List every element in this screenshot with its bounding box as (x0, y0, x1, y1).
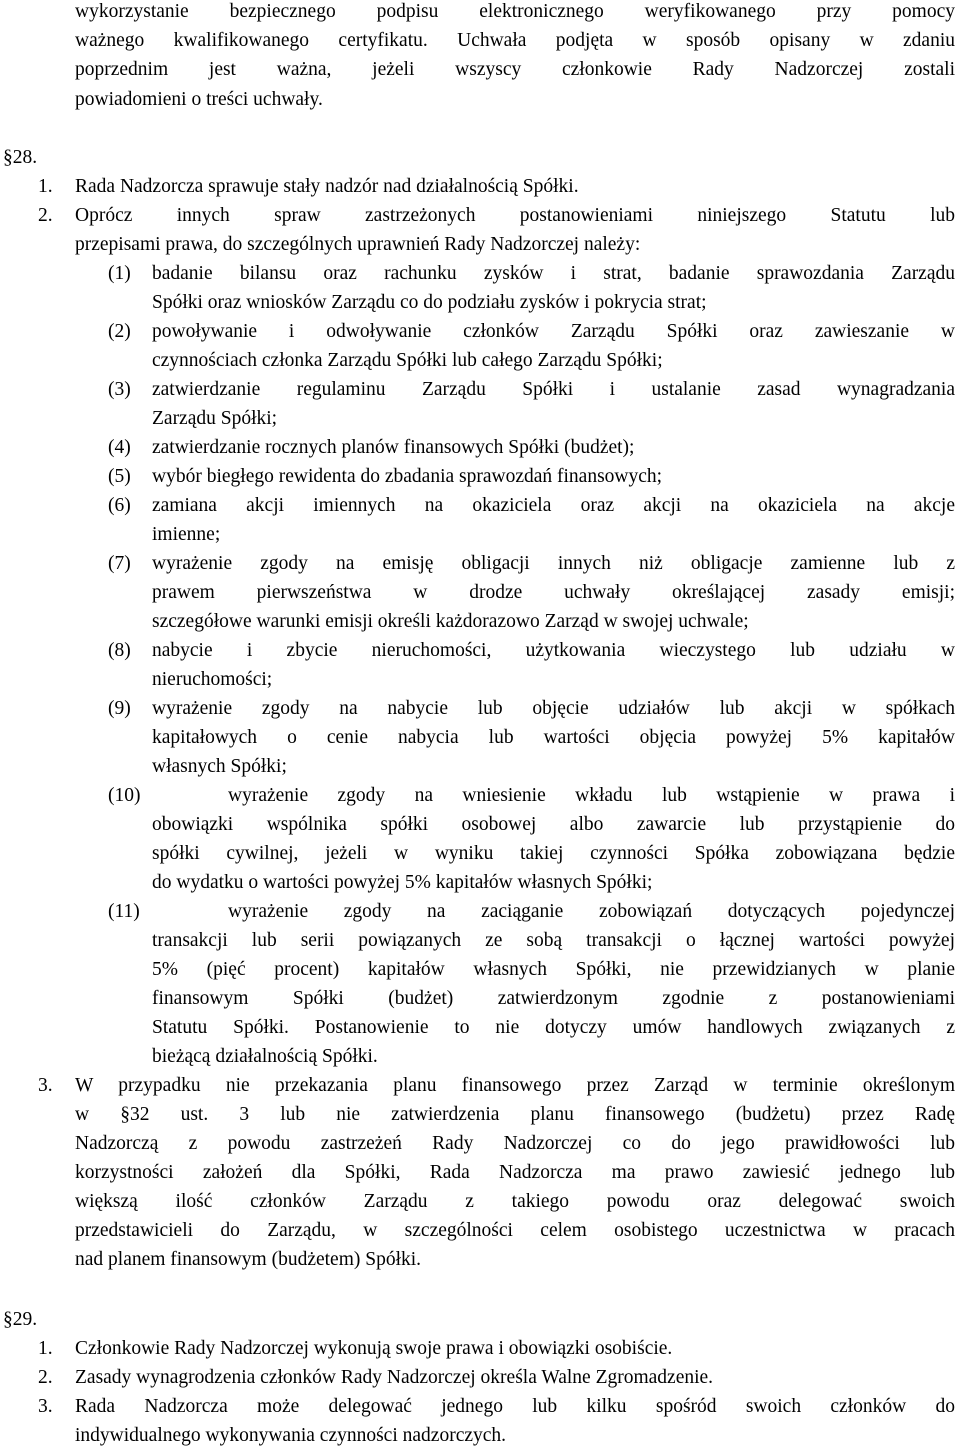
text-line: Statutu Spółki. Postanowienie to nie dotyczy umów handlowych związanych z (152, 1017, 955, 1038)
text-line: badanie bilansu oraz rachunku zysków i strat, badanie sprawozdania Zarządu (152, 263, 955, 284)
item-number: (9) (108, 698, 131, 719)
text-line: zatwierdzanie regulaminu Zarządu Spółki i ustalanie zasad wynagradzania (152, 379, 955, 400)
text-line: powiadomieni o treści uchwały. (75, 89, 323, 110)
text-line: wybór biegłego rewidenta do zbadania sprawozdań finansowych; (152, 466, 663, 487)
item-number: (3) (108, 379, 131, 400)
text-line: wyrażenie zgody na nabycie lub objęcie udziałów lub akcji w spółkach (152, 698, 955, 719)
text-line: Zasady wynagrodzenia członków Rady Nadzorczej określa Walne Zgromadzenie. (75, 1367, 714, 1388)
item-number: (11) (108, 901, 140, 922)
text-line: Zarządu Spółki; (152, 408, 278, 429)
text-line: wykorzystanie bezpiecznego podpisu elektronicznego weryfikowanego przy pomocy (75, 1, 955, 22)
text-line: wyrażenie zgody na wniesienie wkładu lub wstąpienie w prawa i (228, 785, 955, 806)
text-line: 5% (pięć procent) kapitałów własnych Spółki, nie przewidzianych w planie (152, 959, 955, 980)
text-line: Spółki oraz wniosków Zarządu co do podziału zysków i pokrycia strat; (152, 292, 707, 313)
paragraph-number: 2. (38, 1367, 53, 1388)
item-number: (6) (108, 495, 131, 516)
text-line: kapitałowych o cenie nabycia lub wartości objęcia powyżej 5% kapitałów (152, 727, 955, 748)
item-number: (7) (108, 553, 131, 574)
text-line: wyrażenie zgody na zaciąganie zobowiązań dotyczących pojedynczej (228, 901, 955, 922)
text-line: nad planem finansowym (budżetem) Spółki. (75, 1249, 422, 1270)
item-number: (5) (108, 466, 131, 487)
item-number: (4) (108, 437, 131, 458)
text-line: przepisami prawa, do szczególnych uprawnień Rady Nadzorczej należy: (75, 234, 641, 255)
text-line: korzystności założeń dla Spółki, Rada Nadzorcza ma prawo zawiesić jednego lub (75, 1162, 955, 1183)
text-line: transakcji lub serii powiązanych ze sobą transakcji o łącznej wartości powyżej (152, 930, 955, 951)
text-line: przedstawicieli do Zarządu, w szczególności celem osobistego uczestnictwa w pracach (75, 1220, 955, 1241)
item-number: (10) (108, 785, 141, 806)
item-number: (8) (108, 640, 131, 661)
paragraph-number: 1. (38, 176, 53, 197)
text-line: poprzednim jest ważna, jeżeli wszyscy członkowie Rady Nadzorczej zostali (75, 59, 955, 80)
text-line: czynnościach członka Zarządu Spółki lub całego Zarządu Spółki; (152, 350, 663, 371)
text-line: obowiązki wspólnika spółki osobowej albo zawarcie lub przystąpienie do (152, 814, 955, 835)
text-line: większą ilość członków Zarządu z takiego powodu oraz delegować swoich (75, 1191, 955, 1212)
text-line: prawem pierwszeństwa w drodze uchwały określającej zasady emisji; (152, 582, 955, 603)
item-number: (2) (108, 321, 131, 342)
paragraph-number: 1. (38, 1338, 53, 1359)
text-line: finansowym Spółki (budżet) zatwierdzonym zgodnie z postanowieniami (152, 988, 955, 1009)
text-line: własnych Spółki; (152, 756, 287, 777)
paragraph-number: 3. (38, 1396, 53, 1417)
paragraph-number: 3. (38, 1075, 53, 1096)
section-heading: §28. (3, 147, 38, 168)
text-line: Członkowie Rady Nadzorczej wykonują swoje prawa i obowiązki osobiście. (75, 1338, 673, 1359)
section-heading: §29. (3, 1309, 38, 1330)
text-line: imienne; (152, 524, 221, 545)
text-line: indywidualnego wykonywania czynności nadzorczych. (75, 1425, 507, 1446)
text-line: bieżącą działalnością Spółki. (152, 1046, 378, 1067)
text-line: ważnego kwalifikowanego certyfikatu. Uchwała podjęta w sposób opisany w zdaniu (75, 30, 955, 51)
text-line: szczegółowe warunki emisji określi każdorazowo Zarząd w swojej uchwale; (152, 611, 749, 632)
text-line: Oprócz innych spraw zastrzeżonych postanowieniami niniejszego Statutu lub (75, 205, 955, 226)
text-line: Rada Nadzorcza może delegować jednego lub kilku spośród swoich członków do (75, 1396, 955, 1417)
text-line: do wydatku o wartości powyżej 5% kapitałów własnych Spółki; (152, 872, 653, 893)
text-line: zamiana akcji imiennych na okaziciela oraz akcji na okaziciela na akcje (152, 495, 955, 516)
text-line: spółki cywilnej, jeżeli w wyniku takiej czynności Spółka zobowiązana będzie (152, 843, 955, 864)
text-line: w §32 ust. 3 lub nie zatwierdzenia planu finansowego (budżetu) przez Radę (75, 1104, 955, 1125)
text-line: nieruchomości; (152, 669, 273, 690)
text-line: W przypadku nie przekazania planu finansowego przez Zarząd w terminie określonym (75, 1075, 955, 1096)
item-number: (1) (108, 263, 131, 284)
paragraph-number: 2. (38, 205, 53, 226)
text-line: powoływanie i odwoływanie członków Zarządu Spółki oraz zawieszanie w (152, 321, 955, 342)
text-line: Rada Nadzorcza sprawuje stały nadzór nad działalnością Spółki. (75, 176, 579, 197)
text-line: wyrażenie zgody na emisję obligacji innych niż obligacje zamienne lub z (152, 553, 955, 574)
text-line: zatwierdzanie rocznych planów finansowych Spółki (budżet); (152, 437, 635, 458)
text-line: nabycie i zbycie nieruchomości, użytkowania wieczystego lub udziału w (152, 640, 955, 661)
text-line: Nadzorczą z powodu zastrzeżeń Rady Nadzorczej co do jego prawidłowości lub (75, 1133, 955, 1154)
